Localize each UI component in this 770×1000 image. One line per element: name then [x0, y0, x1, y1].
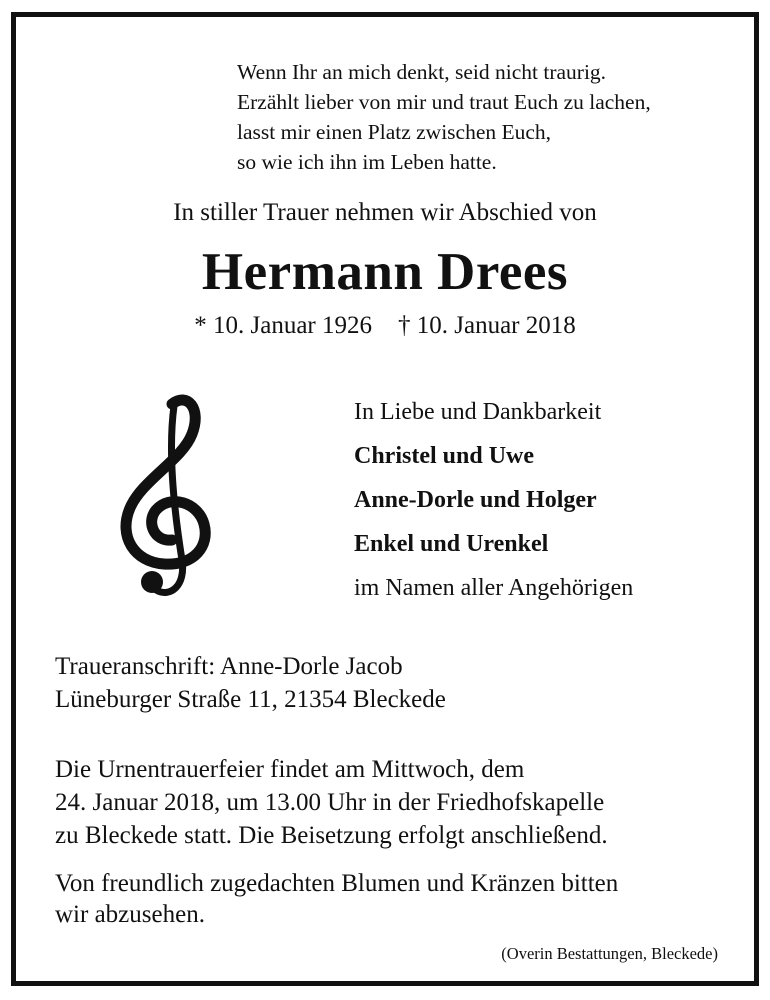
ceremony-line: zu Bleckede statt. Die Beisetzung erfolgt anschließend.: [55, 822, 608, 849]
flowers-line: Von freundlich zugedachten Blumen und Kränzen bitten: [55, 870, 619, 897]
flowers-line: wir abzusehen.: [55, 901, 205, 928]
treble-clef-icon: [112, 390, 222, 602]
address-line: Traueranschrift: Anne-Dorle Jacob: [55, 653, 403, 680]
undertaker-credit: (Overin Bestattungen, Bleckede): [501, 944, 718, 963]
mourning-address: [55, 650, 446, 716]
death-date: † 10. Januar 2018: [398, 312, 576, 339]
ceremony-line: Die Urnentrauerfeier findet am Mittwoch, dem: [55, 756, 525, 783]
family-name: Christel und Uwe: [354, 443, 535, 469]
life-dates: [0, 308, 770, 344]
ceremony-info: [55, 753, 608, 852]
poem-line: Wenn Ihr an mich denkt, seid nicht traurig.: [237, 60, 607, 84]
birth-date: * 10. Januar 1926: [194, 312, 372, 339]
poem-line: lasst mir einen Platz zwischen Euch,: [237, 120, 552, 144]
flowers-note: [55, 868, 618, 930]
poem-line: so wie ich ihn im Leben hatte.: [237, 150, 497, 174]
ceremony-line: 24. Januar 2018, um 13.00 Uhr in der Friedhofskapelle: [55, 789, 605, 816]
family-intro: In Liebe und Dankbarkeit: [354, 399, 602, 425]
family-closing: im Namen aller Angehörigen: [354, 575, 634, 601]
poem-line: Erzählt lieber von mir und traut Euch zu lachen,: [237, 90, 651, 114]
address-line: Lüneburger Straße 11, 21354 Bleckede: [55, 686, 446, 713]
deceased-name: Hermann Drees: [201, 243, 569, 301]
family-name: Anne-Dorle und Holger: [354, 487, 597, 513]
family-block: [354, 393, 633, 613]
intro-text: In stiller Trauer nehmen wir Abschied von: [173, 199, 597, 226]
poem: [237, 57, 651, 177]
family-name: Enkel und Urenkel: [354, 531, 549, 557]
